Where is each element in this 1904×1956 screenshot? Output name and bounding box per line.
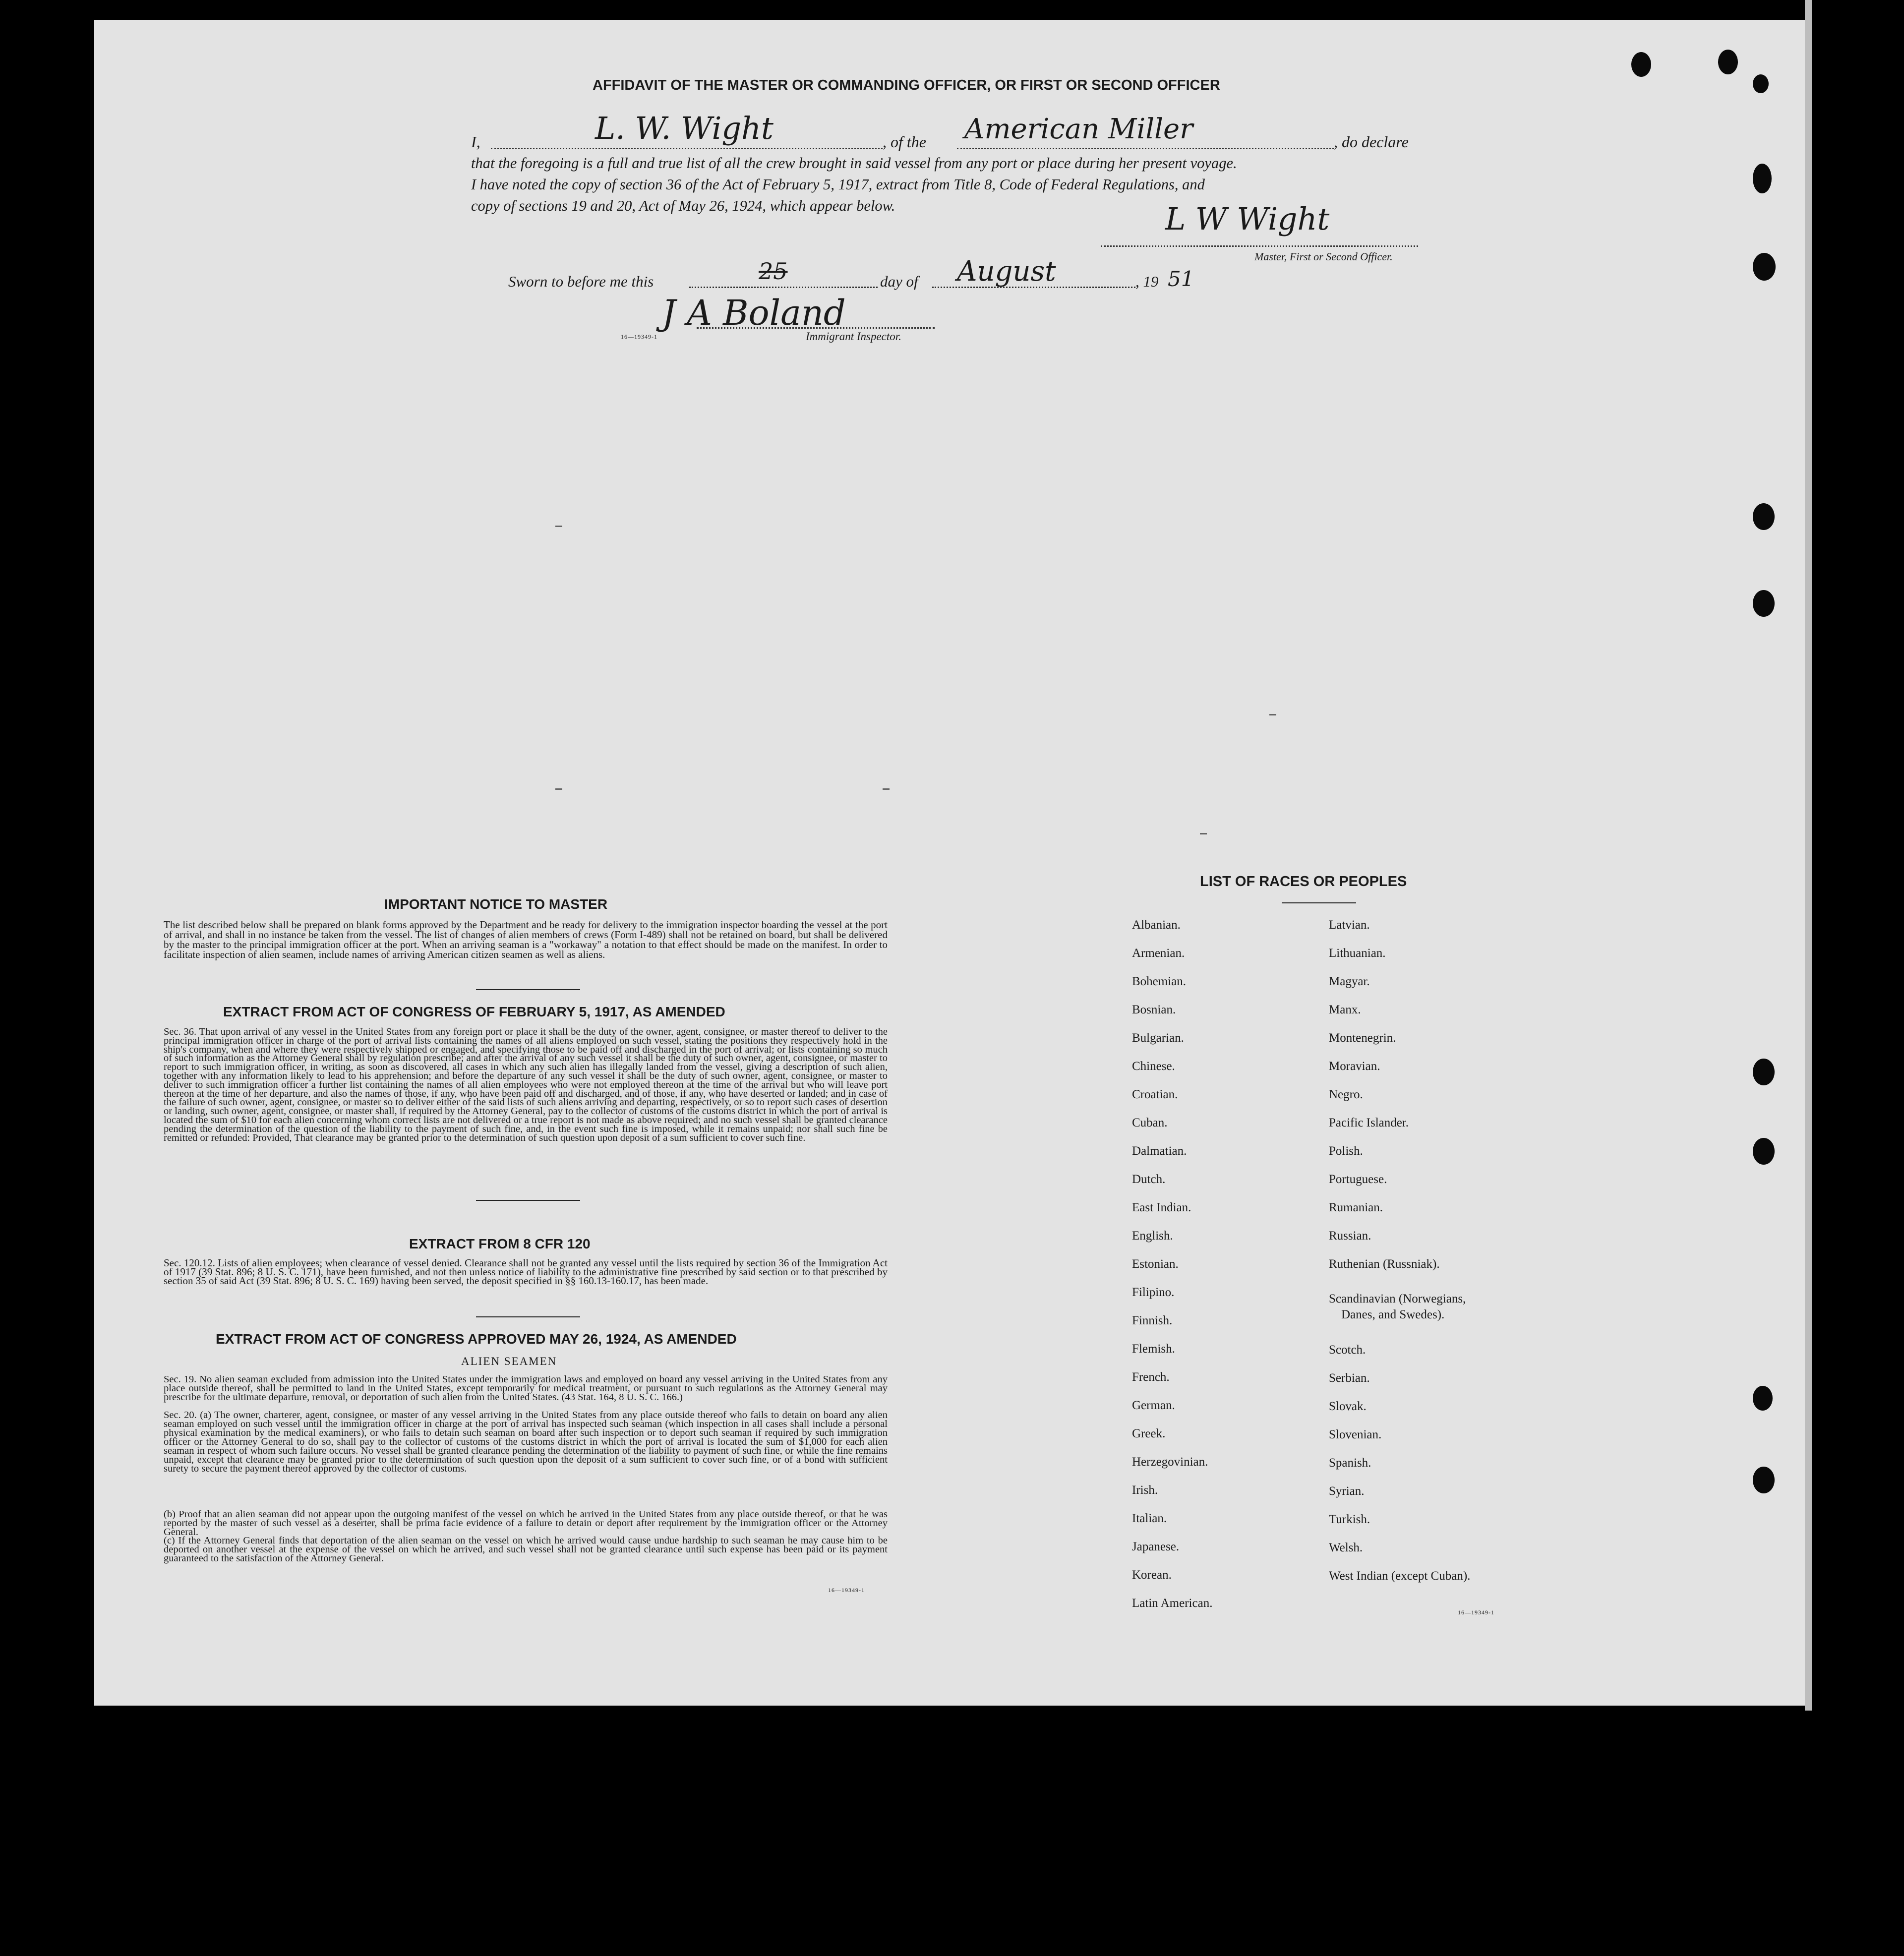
stray-mark: [555, 526, 562, 527]
race-left: German.: [1132, 1399, 1175, 1412]
extract-1924-title: EXTRACT FROM ACT OF CONGRESS APPROVED MAY 26, 1924, AS AMENDED: [216, 1331, 737, 1347]
inspector-line: [697, 327, 935, 329]
race-left: Cuban.: [1132, 1116, 1168, 1129]
race-right: Syrian.: [1329, 1484, 1365, 1498]
race-left: Armenian.: [1132, 947, 1185, 960]
race-left: Bohemian.: [1132, 975, 1187, 988]
month-handwritten: August: [957, 255, 1056, 288]
inspector-caption: Immigrant Inspector.: [806, 330, 901, 343]
race-right: Negro.: [1329, 1088, 1363, 1101]
divider: [476, 1316, 580, 1317]
notice-body: The list described below shall be prepared on blank forms approved by the Department and be ready for delivery to the immigration inspector boarding the vessel at the port of arrival, and shall in no instance be taken from the vessel. The list of changes of alien members of crews (Form I-489) shall not be retained on board, but shall be delivered by the master to the principal immigration officer at the port. When an arriving seaman is a "workaway" a notation to that effect should be made on the manifest. In order to facilitate inspection of alien seamen, include names of arriving American citizen seamen as well as aliens.: [164, 919, 888, 960]
stray-mark: [1200, 833, 1207, 834]
race-right: Polish.: [1329, 1144, 1363, 1158]
extract-1924-sec19: Sec. 19. No alien seaman excluded from admission into the United States under the immigration laws and employed on board any vessel arriving in the United States from any place outside thereof, shall be permitted to land in the United States, except temporarily for medical treatment, or pursuant to such regulations as the Attorney General may prescribe for the ultimate departure, removal, or deportation of such alien from the United States. (43 Stat. 164, 8 U. S. C. 166.): [164, 1374, 888, 1403]
master-signature-handwritten: L W Wight: [1165, 201, 1330, 237]
race-left: Flemish.: [1132, 1342, 1175, 1356]
punch-hole: [1718, 50, 1738, 74]
race-left: French.: [1132, 1370, 1170, 1384]
race-left: Greek.: [1132, 1427, 1166, 1440]
extract-cfr-body: Sec. 120.12. Lists of alien employees; when clearance of vessel denied. Clearance shall not be granted any vessel until the lists required by section 36 of the Immigration Act of 1917 (39 Stat. 896; 8 U. S. C. 171), have been furnished, and not then unless notice of liability to the administrative fine prescribed by said section or to that prescribed by section 35 of said Act (39 Stat. 896; 8 U. S. C. 169) having been served, the deposit specified in §§ 160.13-160.17, has been made.: [164, 1257, 888, 1287]
punch-hole: [1753, 253, 1776, 281]
affidavit-form-number: 16—19349-1: [621, 333, 657, 340]
extract-1924-sec20c: (c) If the Attorney General finds that deportation of the alien seaman on the vessel on which he arrived would cause undue hardship to such seaman he may cause him to be deported on another vessel at the expense of the vessel on which he arrived, and such vessel shall not be granted clearance until such expense has been paid or its payment guaranteed to the satisfaction of the Attorney General.: [164, 1535, 888, 1564]
race-left: English.: [1132, 1229, 1173, 1243]
punch-hole: [1631, 52, 1651, 77]
race-left: Bulgarian.: [1132, 1031, 1184, 1045]
punch-hole: [1753, 1386, 1773, 1411]
punch-hole: [1753, 1467, 1775, 1493]
punch-hole: [1753, 74, 1769, 93]
race-right: Pacific Islander.: [1329, 1116, 1409, 1129]
stray-mark: [555, 788, 562, 790]
race-right: Portuguese.: [1329, 1173, 1387, 1186]
extract-1917-title: EXTRACT FROM ACT OF CONGRESS OF FEBRUARY 5, 1917, AS AMENDED: [223, 1004, 725, 1019]
extract-1917-body: Sec. 36. That upon arrival of any vessel in the United States from any foreign port or place it shall be the duty of the owner, agent, consignee, or master thereof to deliver to the principal immigration officer in charge of the port of arrival lists containing the names of all aliens employed on such vessel, stating the positions they respectively hold in the ship's company, when and where they were respectively shipped or engaged, and specifying those to be paid off and discharged in the port of arrival; or lists containing so much of such information as the Attorney General shall by regulation prescribe; and after the arrival of any such vessel it shall be the duty of such owner, agent, consignee, or master to report to such immigration officer, in writing, as soon as discovered, all cases in which any such alien has illegally landed from the vessel, giving a description of such alien, together with any information likely to lead to his apprehension; and before the departure of any such vessel it shall be the duty of such owner, agent, consignee, or master to deliver to such immigration officer a further list containing the names of all alien employees who were not employed thereon at the time of the arrival but who will leave port thereon at the time of her departure, and also the names of those, if any, who have been paid off and discharged, and of those, if any, who have deserted or landed; and in case of the failure of such owner, agent, consignee, or master so to deliver either of the said lists of such aliens arriving and departing, respectively, or so to report such cases of desertion or landing, such owner, agent, consignee, or master shall, if required by the Attorney General, pay to the collector of customs of the customs district in which the port of arrival is located the sum of $10 for each alien concerning whom correct lists are not delivered or a true report is not made as above required; and no such vessel shall be granted clearance pending the determination of the question of the liability to the payment of such fine, and, in the event such fine is imposed, while it remains unpaid; nor shall such fine be remitted or refunded: Provided, That clearance may be granted prior to the determination of such question upon deposit of a sum sufficient to cover such fine.: [164, 1026, 888, 1143]
punch-hole: [1753, 590, 1775, 617]
vessel-name-handwritten: American Miller: [964, 113, 1193, 145]
race-left: Bosnian.: [1132, 1003, 1176, 1016]
race-right: Magyar.: [1329, 975, 1370, 988]
race-right: Moravian.: [1329, 1060, 1380, 1073]
extract-1924-sec20a: Sec. 20. (a) The owner, charterer, agent, consignee, or master of any vessel arriving in the United States from any place outside thereof who fails to detain on board any alien seaman employed on such vessel until the immigration officer in charge at the port of arrival has inspected such seaman (which inspection in all cases shall include a personal physical examination by the medical examiners), or who fails to detain such seaman on board after such inspection or to deport such seaman if required by such immigration officer or the Attorney General to do so, shall pay to the collector of customs of the customs district in which the port of arrival is located the sum of $1,000 for each alien seaman in respect of whom such failure occurs. No vessel shall be granted clearance pending the determination of the liability to payment of such fine, or while the fine remains unpaid, except that clearance may be granted prior to the determination of such question upon the deposit of a sum sufficient to cover such fine, or of a bond with sufficient surety to secure the payment thereof approved by the collector of customs.: [164, 1410, 888, 1474]
race-left: Japanese.: [1132, 1540, 1180, 1553]
day-handwritten: 25: [759, 258, 788, 285]
page-edge: [1805, 0, 1812, 1711]
race-right: Serbian.: [1329, 1371, 1370, 1385]
affidavit-line-2: that the foregoing is a full and true list of all the crew brought in said vessel from any port or place during her present voyage.: [471, 155, 1237, 172]
affidavit-line-4: copy of sections 19 and 20, Act of May 26, 1924, which appear below.: [471, 197, 895, 214]
i-label: I,: [471, 133, 480, 151]
punch-hole: [1753, 1138, 1775, 1165]
day-line: [689, 287, 878, 288]
master-signature-caption: Master, First or Second Officer.: [1254, 250, 1393, 263]
races-title: LIST OF RACES OR PEOPLES: [1200, 874, 1407, 889]
do-declare-label: , do declare: [1334, 133, 1409, 151]
race-right: Lithuanian.: [1329, 947, 1386, 960]
race-right: Latvian.: [1329, 918, 1370, 932]
race-right: Montenegrin.: [1329, 1031, 1396, 1045]
race-left: Estonian.: [1132, 1257, 1179, 1271]
race-left: Finnish.: [1132, 1314, 1173, 1327]
race-right: Manx.: [1329, 1003, 1361, 1016]
vessel-name-line: [957, 148, 1334, 149]
race-left: Chinese.: [1132, 1060, 1175, 1073]
year-handwritten: 51: [1168, 267, 1194, 291]
officer-name-line: [491, 148, 883, 149]
day-of-label: day of: [880, 273, 918, 290]
races-form-number: 16—19349-1: [1458, 1609, 1494, 1616]
race-left: Irish.: [1132, 1483, 1158, 1497]
extract-cfr-title: EXTRACT FROM 8 CFR 120: [409, 1236, 591, 1251]
race-right: West Indian (except Cuban).: [1329, 1569, 1471, 1583]
race-right: Russian.: [1329, 1229, 1371, 1243]
race-right: Spanish.: [1329, 1456, 1371, 1470]
race-left: Albanian.: [1132, 918, 1181, 932]
officer-name-handwritten: L. W. Wight: [595, 110, 774, 146]
race-left: Dalmatian.: [1132, 1144, 1187, 1158]
alien-seamen-subtitle: ALIEN SEAMEN: [461, 1355, 557, 1367]
race-right: Danes, and Swedes).: [1341, 1308, 1445, 1321]
sworn-label: Sworn to before me this: [508, 273, 654, 290]
extract-form-number: 16—19349-1: [828, 1587, 865, 1594]
race-left: Italian.: [1132, 1512, 1167, 1525]
race-left: Korean.: [1132, 1568, 1172, 1582]
affidavit-line-3: I have noted the copy of section 36 of the Act of February 5, 1917, extract from Title 8, Code of Federal Regulations, and: [471, 176, 1205, 193]
race-right: Turkish.: [1329, 1513, 1370, 1526]
master-signature-line: [1101, 245, 1418, 247]
affidavit-title: AFFIDAVIT OF THE MASTER OR COMMANDING OFFICER, OR FIRST OR SECOND OFFICER: [593, 77, 1220, 93]
inspector-signature-handwritten: J A Boland: [662, 293, 846, 333]
of-the-label: , of the: [883, 133, 926, 151]
race-right: Scandinavian (Norwegians,: [1329, 1292, 1466, 1305]
race-right: Welsh.: [1329, 1541, 1363, 1554]
year-prefix: , 19: [1135, 273, 1159, 290]
punch-hole: [1753, 1059, 1775, 1085]
punch-hole: [1753, 164, 1772, 193]
race-left: Herzegovinian.: [1132, 1455, 1208, 1469]
race-right: Slovak.: [1329, 1400, 1367, 1413]
race-right: Ruthenian (Russniak).: [1329, 1257, 1440, 1271]
extract-1924-sec20b: (b) Proof that an alien seaman did not appear upon the outgoing manifest of the vessel on which he arrived in the United States from any place outside thereof, or that he was reported by the master of such vessel as a deserter, shall be prima facie evidence of a failure to detain or deport after requirement by the immigration officer or the Attorney General.: [164, 1509, 888, 1538]
stray-mark: [883, 788, 890, 790]
race-left: Dutch.: [1132, 1173, 1166, 1186]
race-right: Slovenian.: [1329, 1428, 1382, 1441]
race-right: Rumanian.: [1329, 1201, 1383, 1214]
race-left: East Indian.: [1132, 1201, 1191, 1214]
divider: [1282, 902, 1356, 903]
stray-mark: [1269, 714, 1276, 715]
race-right: Scotch.: [1329, 1343, 1366, 1357]
race-left: Latin American.: [1132, 1597, 1213, 1610]
race-left: Filipino.: [1132, 1286, 1175, 1299]
divider: [476, 1200, 580, 1201]
divider: [476, 989, 580, 990]
notice-title: IMPORTANT NOTICE TO MASTER: [384, 896, 608, 912]
punch-hole: [1753, 503, 1775, 530]
race-left: Croatian.: [1132, 1088, 1178, 1101]
